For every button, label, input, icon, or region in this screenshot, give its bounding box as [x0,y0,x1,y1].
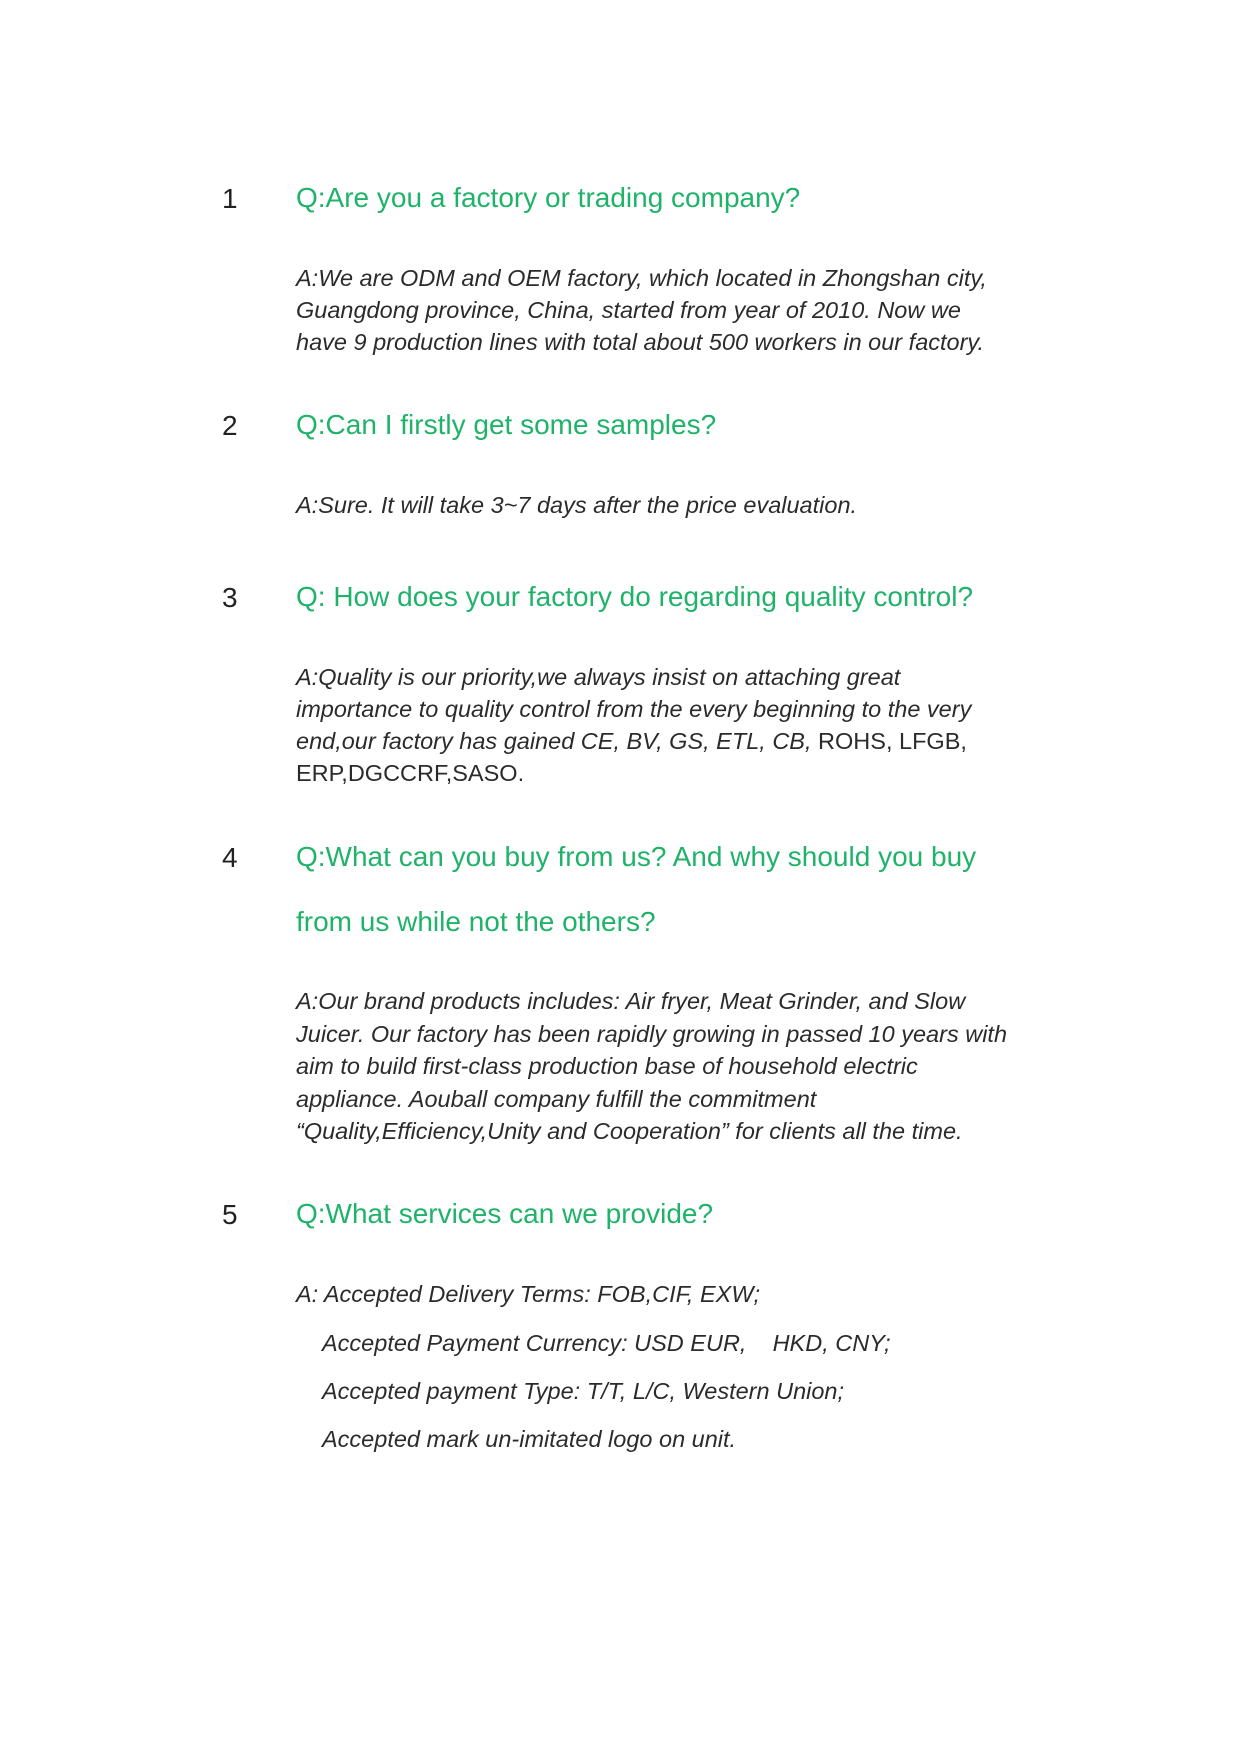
faq-answer-line: Accepted mark un-imitated logo on unit. [322,1426,737,1452]
answer-text: end,our factory has gained CE, BV, GS, ETL, CB, [296,728,812,754]
faq-answer-line: A:Our brand products includes: Air fryer, Meat Grinder, and Slow [296,988,966,1014]
faq-answer-line: Accepted payment Type: T/T, L/C, Western Union; [322,1378,845,1404]
faq-question: from us while not the others? [296,906,656,937]
faq-answer-line: importance to quality control from the every beginning to the very [296,696,972,722]
faq-answer-line: A:We are ODM and OEM factory, which located in Zhongshan city, [296,265,987,291]
faq-number: 1 [222,183,238,214]
faq-answer-line: A:Quality is our priority,we always insist on attaching great [296,664,901,690]
faq-number: 4 [222,842,238,873]
faq-question: Q: How does your factory do regarding quality control? [296,581,974,612]
faq-question: Q:Are you a factory or trading company? [296,182,801,213]
answer-text: ROHS, LFGB, [811,728,967,754]
faq-answer-line: have 9 production lines with total about 500 workers in our factory. [296,329,984,355]
faq-number: 3 [222,582,238,613]
faq-question: Q:Can I firstly get some samples? [296,409,717,440]
faq-answer-line: Juicer. Our factory has been rapidly growing in passed 10 years with [296,1021,1008,1047]
faq-answer-line: Accepted Payment Currency: USD EUR, HKD, CNY; [322,1330,891,1356]
faq-number: 5 [222,1199,238,1230]
faq-answer-line: aim to build first-class production base of household electric [296,1053,918,1079]
faq-answer-line: Guangdong province, China, started from year of 2010. Now we [296,297,961,323]
faq-answer-line: ERP,DGCCRF,SASO. [296,760,525,786]
faq-answer-line: A: Accepted Delivery Terms: FOB,CIF, EXW; [296,1281,761,1307]
faq-answer-line: A:Sure. It will take 3~7 days after the price evaluation. [296,492,858,518]
faq-answer-line: “Quality,Efficiency,Unity and Cooperation” for clients all the time. [296,1118,963,1144]
faq-question: Q:What can you buy from us? And why should you buy [296,841,977,872]
faq-number: 2 [222,410,238,441]
faq-answer-line: appliance. Aouball company fulfill the commitment [296,1086,817,1112]
faq-answer-line [296,728,967,755]
faq-question: Q:What services can we provide? [296,1198,714,1229]
